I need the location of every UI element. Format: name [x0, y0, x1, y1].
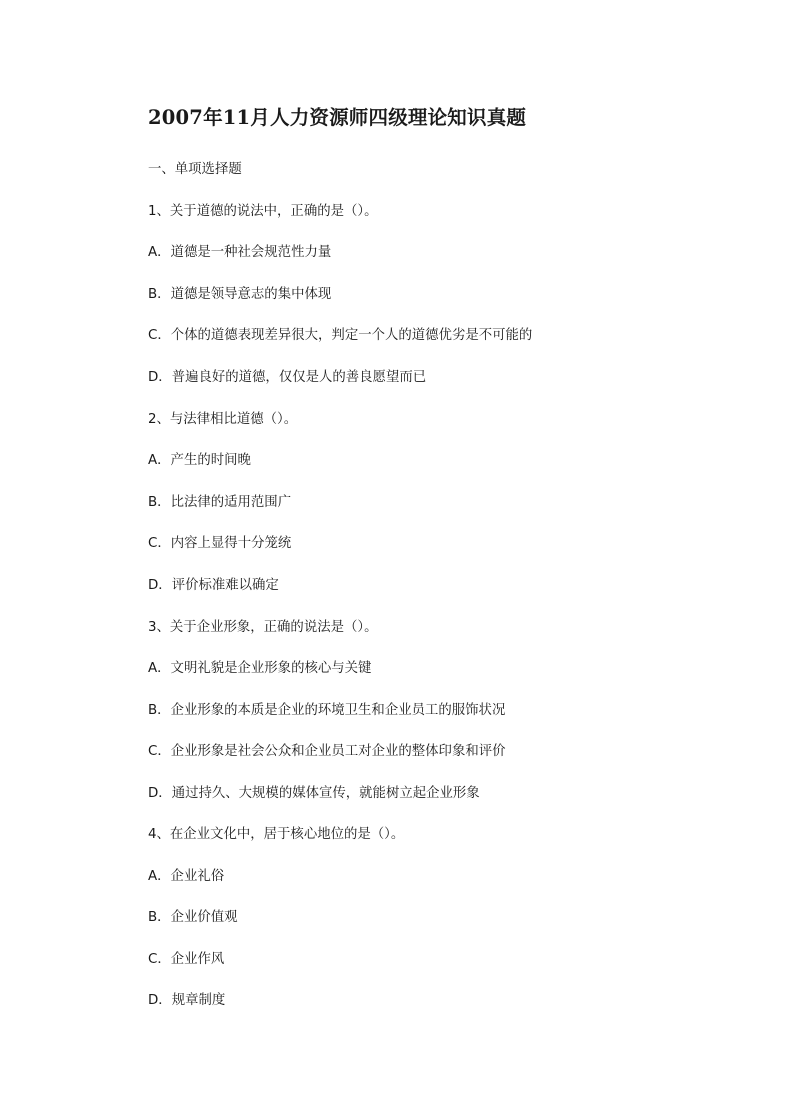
question-4-option-c: C．企业作风: [148, 952, 225, 967]
document-title: 2007年11月人力资源师四级理论知识真题: [148, 106, 527, 129]
question-3-option-c: C．企业形象是社会公众和企业员工对企业的整体印象和评价: [148, 744, 506, 759]
section-heading: 一、单项选择题: [148, 162, 242, 177]
question-1-option-c: C．个体的道德表现差异很大，判定一个人的道德优劣是不可能的: [148, 328, 533, 343]
question-3-stem: 3、关于企业形象，正确的说法是（）。: [148, 620, 378, 635]
question-1-option-d: D．普遍良好的道德，仅仅是人的善良愿望而已: [148, 370, 427, 385]
question-4-option-a: A．企业礼俗: [148, 869, 225, 884]
question-4-option-b: B．企业价值观: [148, 910, 238, 925]
question-2-stem: 2、与法律相比道德（）。: [148, 412, 298, 427]
question-2-option-d: D．评价标准难以确定: [148, 578, 279, 593]
question-3-option-b: B．企业形象的本质是企业的环境卫生和企业员工的服饰状况: [148, 703, 506, 718]
question-3-option-d: D．通过持久、大规模的媒体宣传，就能树立起企业形象: [148, 786, 480, 801]
question-1-option-a: A．道德是一种社会规范性力量: [148, 245, 332, 260]
question-2-option-a: A．产生的时间晚: [148, 453, 251, 468]
question-4-option-d: D．规章制度: [148, 993, 226, 1008]
question-1-option-b: B．道德是领导意志的集中体现: [148, 287, 332, 302]
question-2-option-c: C．内容上显得十分笼统: [148, 536, 292, 551]
question-3-option-a: A．文明礼貌是企业形象的核心与关键: [148, 661, 372, 676]
question-1-stem: 1、关于道德的说法中，正确的是（）。: [148, 204, 378, 219]
question-2-option-b: B．比法律的适用范围广: [148, 495, 292, 510]
question-4-stem: 4、在企业文化中，居于核心地位的是（）。: [148, 827, 405, 842]
